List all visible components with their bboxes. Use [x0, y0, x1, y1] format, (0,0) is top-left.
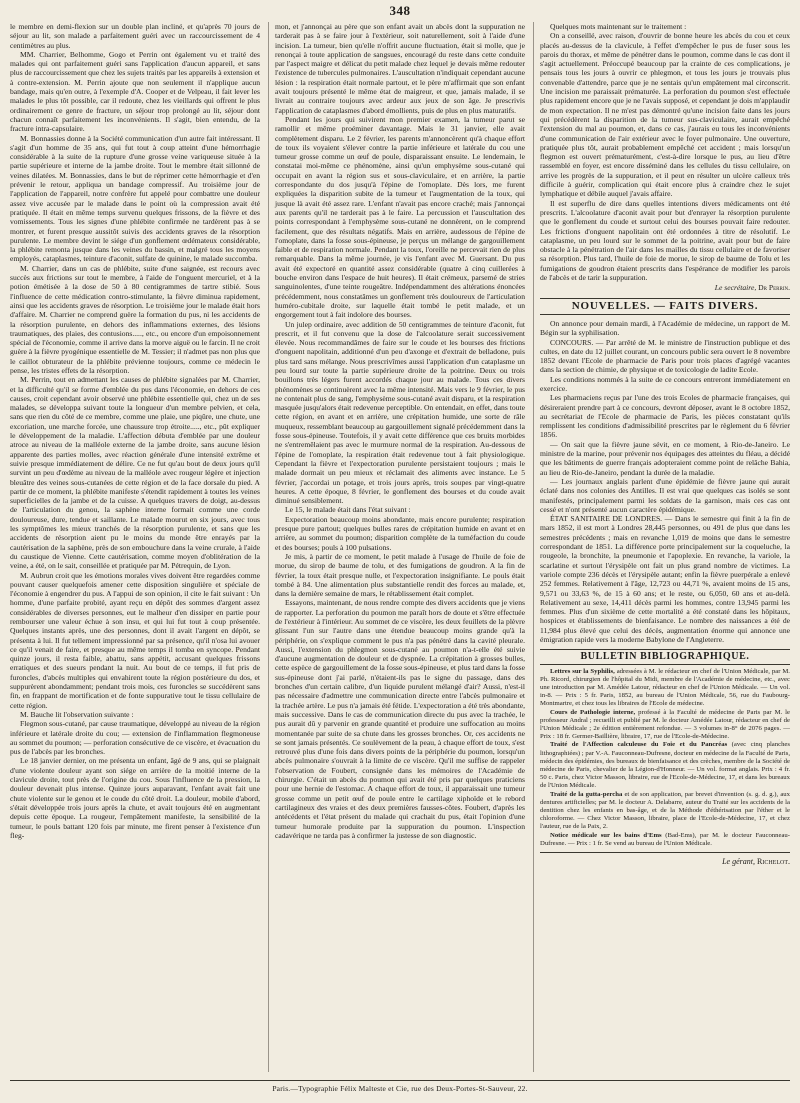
printer-imprint: Paris.—Typographie Félix Malteste et Cie, rue des Deux-Portes-St-Sauveur, 22.: [10, 1080, 790, 1093]
paragraph: Essayons, maintenant, de nous rendre compte des divers accidents que je viens de rapporter. La perforation du poumon me paraît hors de doute et s'être effectuée de l'extérieur à l'intérieur. Au sommet de ce viscère, les deux feuillets de la plèvre glissant l'un sur l'autre dans une étendue beaucoup moins grande qu'à la périphérie, on s'explique comment le pus n'a pas pénétré dans la cavité pleurale. Aussi, l'extension du phlegmon sous-cutané au poumon n'a-t-elle été suivie d'aucune augmentation de douleur et de dyspnée. La crépitation à grosses bulles, cette espèce de gargouillement de la fosse sous-épineuse, et plus tard dans la fosse sus-épineuse dont j'ai parlé, n'étaient-ils pas le signe du passage, dans des bronches d'un certain calibre, d'un liquide purulent mélangé d'air? Aussi, n'est-il pas nécessaire d'admettre une communication directe entre l'abcès pulmonaire et la trachée artère. Le pus n'a jamais été fétide. L'expectoration a été très abondante, mais successive. Dans le cas de communication directe du pus avec la trachée, le pus aurait dû y parvenir en grande quantité et produire une suffocation au moins momentanée par suite de sa chute dans les grosses bronches. Or, ces accidents ne se sont jamais présentés. Ce soulèvement de la peau, à chaque effort de toux, s'est retrouvé plus d'une fois dans divers points de la périphérie du poumon, lorsqu'un abcès pulmonaire s'ouvrait à la limite de ce viscère. Qu'il me suffise de rappeler l'observation de Foubert, consignée dans les mémoires de l'Académie de chirurgie. C'était un abcès du poumon qui avait été pris par quelques praticiens pour une hernie de l'estomac. A chaque effort de toux, il apparaissait une tumeur grosse comme un petit œuf de poule entre le cartilage xiphoïde et le rebord cartilagineux des vraies et des deux premières fausses-côtes. Foubert, d'après les antécédents et l'état présent du malade qui crachait du pus, était l'opinion d'une tumeur humorale produite par la suppuration du poumon. L'inspection cadavérique ne tarda pas à confirmer la justesse de son diagnostic.: [275, 598, 525, 840]
paragraph: Quelques mots maintenant sur le traitement :: [550, 22, 687, 31]
paragraph: Un julep ordinaire, avec addition de 50 centigrammes de teinture d'aconit, fut prescrit, et il fut convenu que la dose de l'alcoolature serait successivement élevée. Nous recommandâmes de faire sur le coude et les bourses des frictions d'onguent napolitain, additionné d'un peu d'axonge et d'extrait de belladone, puis plus tard sans mélange. Nous prescrivîmes aussi l'application d'un cataplasme un peu lourd sur toute la partie supérieure droite de la poitrine. Deux ou trois bouillons très légers furent accordés chaque jour au malade. Tous ces divers phénomènes se continuèrent avec la même intensité. Mais vers le 9 février, le pus ne contenait plus de sang, l'emphysème sous-cutané avait disparu, et la respiration masquée jusqu'alors était redevenue perceptible. On entendait, en effet, dans toute cette région, en avant et en arrière, une crépitation humide, une sorte de râle muqueux, ressemblant beaucoup au gargouillement signalé précédemment dans la fosse sous-épineuse. Toutefois, il y avait cette différence que ces bruits morbides ne s'entremêlaient pas avec le murmure normal de la respiration. Au-dessous de l'épine de l'omoplate, la respiration était redevenue tout à fait physiologique. Cependant la fièvre et l'expectoration purulente persistaient toujours ; mais le malade dormait un peu mieux et réclamait des aliments avec instance. Le 5 février, j'accordai un potage, et trois jours après, trois soupes par vingt-quatre heures. A cette époque, 8 février, le gonflement des bourses et du coude avait diminué sensiblement.: [275, 319, 525, 506]
paragraph: On annonce pour demain mardi, à l'Académie de médecine, un rapport de M. Bégin sur la syphilisation.: [540, 318, 790, 338]
bulletin-entry-title: Traité de la gutta-percha: [550, 790, 623, 798]
paragraph: Le 15, le malade était dans l'état suivant :: [285, 505, 411, 515]
bulletin-entry: [540, 741, 790, 790]
paragraph: ÉTAT SANITAIRE DE LONDRES. — Dans le semestre qui finit à la fin de mars 1852, il est mort à Londres 28,445 personnes, ou 491 de plus que dans les semestres précédents ; mais en revanche 1,019 de moins que dans le semestre correspondant de 1851. La différence porte principalement sur la coqueluche, la rougeole, la bronchite, la pneumonie et l'apoplexie. En revanche, la variole, la scarlatine et surtout l'érysipèle ont fait un plus grand nombre de victimes. La variole compte 236 décès et l'érysipèle autant; enfin la fièvre puerpérale a enlevé 252 femmes. Relativement à l'âge, 12,723 ou 44,71 %, avaient moins de 15 ans, 9,571 ou 33,63 %, de 15 à 60 ans; et le reste, ou 6,050, 60 ans et au-delà. Relativement au sexe, 14,411 décès parmi les hommes, contre 13,945 parmi les femmes. Plus d'un sixième de cette mortalité a été constaté dans les hôpitaux, hospices et établissements de bienfaisance. Le nombre des naissances a été de 11,984 plus élevé que celui des décès, augmentation énorme qui annonce une émigration rapide vers la moderne Babylone de l'Angleterre.: [540, 514, 790, 644]
paragraph: Flegmon sous-cutané, par cause traumatique, développé au niveau de la région inférieure et latérale droite du cou; — extension de l'inflammation flegmoneuse au sommet du poumon; — perforation consécutive de ce viscère, et évacuation du pus de l'abcès par les bronches.: [10, 719, 260, 757]
paragraph: mon, et j'annonçai au père que son enfant avait un abcès dont la suppuration ne tarderait pas à se faire jour à l'extérieur, soit naturellement, soit à l'aide d'une incision. La tumeur, bien qu'elle n'offrit aucune fluctuation, était si molle, que je renonçai à toute application de sangsues, encouragé du reste dans cette conduite par l'aspect maigre et délicat du petit malade chez lequel je devais même redouter l'existence de tubercules pulmonaires. L'auscultation n'indiquait cependant aucune lésion : la respiration était normale partout, et le père m'affirmait que son enfant avait toujours présenté le même état de maigreur, et que, jamais malade, il se livrait au contraire toujours avec ardeur aux jeux de son âge. Je prescrivis l'application de cataplasmes d'abord émollients, puis de plus en plus maturatifs.: [275, 22, 525, 115]
paragraph: — On sait que la fièvre jaune sévit, en ce moment, à Rio-de-Janeiro. Le ministre de la marine, pour prévenir nos équipages des atteintes du fléau, a décidé que les bâtiments de guerre français adopteraient comme point de relâche Bahia, au lieu de Rio-de-Janeiro, pendant la durée de la maladie.: [540, 439, 790, 477]
page-number: 348: [389, 3, 411, 18]
divider: [540, 852, 790, 853]
paragraph: Les conditions nommés à la suite de ce concours entreront immédiatement en exercice.: [540, 374, 790, 393]
bulletin-entry: [540, 668, 790, 709]
bulletin-entry-text: professé à la Faculté de médecine de Paris par M. le professeur Andral ; recueilli et publié par M. le docteur Amédée Latour, rédacteur en chef de l'Union Médicale ; 2e édition entièrement refondue. — 3 volumes in-8° de 2076 pages. — Prix : 18 fr. Germer-Baillière, libraire, 17, rue de l'Ecole-de-Médecine.: [540, 708, 790, 741]
bulletin-entry-text: (Bad-Ems), par M. le docteur Fauconneau-Dufresne. — Prix : 1 fr. Se vend au bureau de l'Union Médicale.: [540, 831, 790, 847]
bulletin-entry: [540, 791, 790, 832]
paragraph: M. Charrier, dans un cas de phlébite, suite d'une saignée, est recours avec succès aux frictions sur tout le membre, à l'aide de l'onguent mercuriel, et à la potion émétisée à la dose de 50 à 80 centigrammes de tartre stibié. Sous l'influence de cette médication contro-stimulante, la fièvre diminua rapidement, ainsi que les accidents graves de résorption. Le troisième jour le malade était hors d'affaire. M. Charrier ne comprend guère la formation du pus, ni les accidents de la résorption purulente, en dehors des inflammations externes, des lésions traumatiques, des plaies, des contusions....., etc., ou encore d'un empoisonnement spécial de l'économie, comme il arrive dans la morve aiguë ou le farcin. Il ne croit guère à la fièvre pyogénique essentielle de M. Tessier; il n'admet pas non plus que le caillot obturateur de la phlébite prévienne toujours, comme ce médecin le pense, les tristes effets de la résorption.: [10, 263, 260, 375]
bulletin-entry-title: Cours de Pathologie interne,: [550, 708, 636, 716]
paragraph: Pendant les jours qui suivirent mon premier examen, la tumeur parut se ramollir et même proéminer davantage. Mais le 31 janvier, elle avait complètement disparu. Le 2 février, les parents m'annoncèrent qu'à chaque effort de toux ils voyaient s'élever contre la partie inférieure et latérale du cou une tumeur grosse comme un œuf de poule, disparaissant ensuite. Le lendemain, le constatai moi-même ce phénomène, ainsi qu'un emphysème sous-cutané qui occupait en avant la région sus et sous-claviculaire, et en arrière, la partie correspondante du dos jusqu'à l'épine de l'omoplate. Dès lors, me furent expliquées la disparition subite de la tumeur et l'augmentation de la toux, qui jusque là avait été assez rare. L'enfant n'avait pas encore craché; mais j'annonçai aux parents qu'il ne tarderait pas à le faire. La percussion et l'auscultation des points correspondant à l'emphysème sous-cutané ne donnèrent, on le comprend facilement, que des résultats négatifs. Mais en arrière, audessous de l'épine de l'omoplate, dans la fosse sous-épineuse, je perçus un mélange de gargouillement faible et de respiration normale. Pendant la toux, l'oreille ne percevait rien de plus remarquable. Dans la même journée, je vis l'enfant avec M. Guersant. Du pus avait été expectoré en quantité assez considérable (quatre à cinq cuillerées à bouche environ dans l'espace de huit heures). Il était crémeux, parsemé de stries sanguinolentes, d'une teinte rougeâtre. Indépendamment des altérations énoncées précédemment, nous constatâmes un gonflement très douloureux de l'articulation huméro-cubitale droite, sur laquelle était tombé le petit malade, et un engorgement tout à fait indolore des bourses.: [275, 114, 525, 320]
text-columns: [10, 22, 790, 1072]
bulletin-entry-title: Lettres sur la Syphilis,: [550, 667, 615, 675]
paragraph: le membre en demi-flexion sur un double plan incliné, et qu'après 70 jours de séjour au lit, son malade a parfaitement guéri avec un raccourcissement de 4 centimètres au plus.: [10, 22, 260, 50]
left-column: [10, 22, 260, 1072]
paragraph: Il est superflu de dire dans quelles intentions divers médicaments ont été prescrits. L'alcoolature d'aconit avait pour but d'enrayer la résorption purulente que le gonflement du coude et surtout celui des bourses pouvait faire redouter. Les frictions d'onguent napolitain ont été ordonnées à titre de résolutif. Le cataplasme, un peu lourd sur le sommet de la poitrine, avait pour but de faire obstacle à la pénétration de l'air dans les mailles du tissu cellulaire et de favoriser sa résorption. Plus tard, l'huile de foie de morue, le sirop de baume de Tolu et les fumigations de goudron étaient prescrits dans l'espérance de modifier les parois de l'abcès et de tarir la suppuration.: [540, 198, 790, 283]
secretary-signature: Le secrétaire, Dr Perrin.: [714, 283, 790, 293]
paragraph: Je mis, à partir de ce moment, le petit malade à l'usage de l'huile de foie de morue, du sirop de baume de tolu, et des fumigations de goudron. A la fin de février, la toux était presque nulle, et l'expectoration insignifiante. Le pouls était tombé à 84. Une alimentation plus substantielle rendit des forces au malade, et, dans la dernière semaine de mars, le rétablissement était complet.: [275, 551, 525, 599]
paragraph: M. Bauche lit l'observation suivante :: [20, 709, 134, 719]
paragraph: M. Aubrun croit que les émotions morales vives doivent être regardées comme pouvant causer quelquefois amener cette disposition singulière et spéciale de l'économie à engendrer du pus. A l'appui de son opinion, il cite le fait suivant : Un homme, d'une parfaite probité, ayant reçu en dépôt des sommes d'argent assez considérables de diverses personnes, eut le malheur d'en dissiper en partie pour rembourser une valeur échue à son insu, et qui lui fut tout à coup présentée. Quelques instants après, une des personnes, dont il avait l'argent en dépôt, se présenta à lui. Il fut tellement impressionné par sa présence, qu'il n'osa lui avouer ce qu'il venait de faire, et presque au même temps il tomba en syncope. Pendant quinze jours, il resta faible, abattu, sans appétit, accusant quelques frissons erratiques et des sueurs pendant la nuit. Au bout de ce temps, il fut pris de furoncles, d'abcès multiples qui envahirent toute la région postérieure du dos, et suppurèrent abondamment; pendant trois mois, ces furoncles se succédèrent sans fin, en frappant de mortification et de fonte suppurative tout le tissu cellulaire de cette région.: [10, 570, 260, 710]
paragraph: CONCOURS. — Par arrêté de M. le ministre de l'instruction publique et des cultes, en date du 12 juillet courant, un concours public sera ouvert le 8 novembre 1852 devant l'Ecole de pharmacie de Paris pour trois places d'agrégé vacantes dans la section de chimie, de physique et de toxicologie de ladite Ecole.: [540, 337, 790, 375]
bulletin-entry: [540, 709, 790, 742]
paragraph: Expectoration beaucoup moins abondante, mais encore purulente; respiration presque pure partout; quelques bulles rares de crépitation humide en avant et en arrière, au sommet du poumon; disparition complète de la tuméfaction du coude et des bourses; pouls à 100 pulsations.: [275, 514, 525, 552]
paragraph: Les pharmaciens reçus par l'une des trois Ecoles de pharmacie françaises, qui désireraient prendre part à ce concours, devront déposer, avant le 8 octobre 1852, au secrétariat de l'Ecole de pharmacie de Paris, les pièces constatant qu'ils remplissent les conditions d'admissibilité prescrites par le règlement du 6 février 1856.: [540, 393, 790, 440]
secretary-name: Dr Perrin.: [758, 283, 790, 293]
paragraph: Le 18 janvier dernier, on me présenta un enfant, âgé de 9 ans, qui se plaignait d'une violente douleur ayant son siége en arrière de la moitié interne de la clavicule droite, tout près de l'origine du cou. Sous l'influence de la pression, la douleur devenait plus intense. Quinze jours auparavant, l'enfant avait fait une chute violente sur le genou et le coude du côté droit. La douleur, mobile d'abord, s'était développée trois jours après la chute, et avait toujours été en augmentant depuis cette époque. La rougeur, l'empâtement manifeste, la sensibilité de la tumeur, le pouls battant 120 fois par minute, me firent penser à l'existence d'un fleg-: [10, 756, 260, 840]
bulletin-entry-title: Notice médicale sur les bains d'Ems: [550, 831, 662, 839]
news-heading: NOUVELLES. — FAITS DIVERS.: [540, 298, 790, 315]
news-section: [540, 319, 790, 644]
bulletin-entry-text: (avec cinq planches lithographiées) ; par V.-A. Fauconneau-Dufresne, docteur en médecine de la Faculté de Paris, médecin des épidémies, des bureaux de bienfaisance et des crèches, membre de la Société de médecine de Paris, chevalier de la Légion-d'Honneur. — Un vol. format anglais. Prix : 4 fr. 50 c. Paris, chez Victor Masson, libraire, rue de l'Ecole-de-Médecine, 17, et dans les bureaux de l'Union Médicale.: [540, 741, 790, 790]
bulletin-entry-text: adressées à M. le rédacteur en chef de l'Union Médicale, par M. Ph. Ricord, chirurgien de l'hôpital du Midi, membre de l'Académie de médecine, etc., avec une introduction par M. Amédée Latour, rédacteur en chef de l'Union Médicale. — Un vol. in-8. — Prix : 5 fr. Paris, 1852, au bureau de l'Union Médicale, 56, rue du Faubourg-Montmartre, et chez tous les libraires de l'Ecole de médecine.: [540, 667, 790, 708]
paragraph: MM. Charrier, Belhomme, Gogo et Perrin ont également vu et traité des malades qui ont parfaitement guéri sans l'application d'aucun appareil, et sans plus de raccourcissement que chez les sujets traités par les appareils à extension et à contre-extension. M. Perrin ajoute que non seulement il n'applique aucun bandage, mais qu'en outre, à l'exemple d'A. Cooper et de Velpeau, il fait lever les malades le plus tôt possible, car il redoute, chez les vieillards qui offrent le plus ordinairement ce genre de fracture, un séjour trop prolongé au lit, séjour dont chacun connaît parfaitement les inconvénients. Il s'agit, bien entendu, de la fracture intra-capsulaire.: [10, 49, 260, 134]
bulletin-entry-text: et de son application, par brevet d'invention (s. g. d. g.), aux dentures artificielles; par M. le docteur A. Delabarre, auteur du Traité sur les accidents de la dentition chez les enfants en bas-âge, et de la Méthode d'éthérisation par l'éther et le chloroforme. — Chez Victor Masson, libraire, place de l'Ecole-de-Médecine, 17, et chez l'auteur, rue de la Paix, 2.: [540, 790, 790, 831]
bulletin-heading: BULLETIN BIBLIOGRAPHIQUE.: [540, 649, 790, 664]
paragraph: M. Bonnassies donne à la Société communication d'un autre fait intéressant. Il s'agit d'un homme de 35 ans, qui fut tout à coup atteint d'une hémorrhagie considérable à la suite de la rupture d'une grosse veine variqueuse située à la partie supérieure et interne de la jambe droite. Tout le membre était sillonné de veines dilatées. M. Bonnassies, dans le but de réprimer cette hémorrhagie et d'en prévenir le retour, appliqua un bandage compressif. Au troisième jour de l'application de l'appareil, notre confrère fut appelé pour combattre une douleur assez vive accusée par le malade dans le point où la compression avait été pratiquée. Il était en même temps survenu quelques frissons, de la fièvre et des vomissements. Tous les signes d'une phlébite confirmée ne tardèrent pas à se montrer, et furent presque aussitôt suivis des accidents graves de la résorption purulente. Le membre devint le siége d'un gonflement œdémateux considérable, la phlébite remonta jusque dans les veines du bassin, et malgré tous les moyens employés, cataplasmes, teinture d'aconit, sulfate de quinine, le malade succomba.: [10, 133, 260, 264]
gerant-name: Richelot.: [757, 857, 790, 867]
bulletin-section: [540, 668, 790, 848]
middle-column: [268, 22, 525, 1072]
paragraph: M. Perrin, tout en admettant les causes de phlébite signalées par M. Charrier, et la difficulté qu'il se forme d'emblée du pus dans l'économie, en dehors de ces causes, croit cependant avoir observé une phlébite essentielle qui, chez un de ses malades, se développa suivant toute la longueur d'un membre pelvien, et cela, sans que rien du côté de ce membre, comme une plaie, une piqûre, une chute, une excoriation, une marche forcée, une chaussure trop étroite....., etc., pût expliquer le développement de la maladie. L'affection débuta d'emblée par une douleur atroce au niveau de la malléole externe de la jambe droite, sans aucune lésion apparente des parties molles, avec réaction générale d'une intensité extrême et suivie presque immédiatement de délire. Ce ne fut qu'au bout de deux jours qu'il survint un peu d'œdème au niveau de la malléole avec rougeur légère et injection bleuâtre des veines sous-cutanées de cette région et de la face dorsale du pied. A partir de ce moment, la phlébite manifeste s'étendit rapidement à toutes les veines superficielles de la jambe et de la cuisse. A quelques travers de doigt, au-dessus de l'articulation du genou, la saphène interne formait comme une corde douloureuse, dure, tendue et saillante. Le malade mourut en six jours, avec tous les symptômes les mieux tranchés de la résorption purulente, et sans que les accidents de résorption aient pu le moins du monde être enrayés par la cautérisation de la saphène, près de son embouchure dans la veine crurale, à l'aide du caustique de Vienne. Cette cautérisation, comme moyen d'oblitération de la veine, a été, on le sait, conseillée et pratiquée par M. Pétrequin, de Lyon.: [10, 375, 260, 571]
paragraph: — Les journaux anglais parlent d'une épidémie de fièvre jaune qui aurait éclaté dans nos colonies des Antilles. Il est vrai que quelques cas isolés se sont manifestés, principalement parmi les soldats de la garnison, mais ces cas ont cessé et n'ont présenté aucun caractère épidémique.: [540, 476, 790, 514]
paragraph: On a conseillé, avec raison, d'ouvrir de bonne heure les abcès du cou et ceux placés au-dessus de la clavicule, à l'effet d'empêcher le pus de fuser sous les parois du thorax, et même de pénétrer dans le poumon, comme dans le cas dont il s'agit actuellement. Préoccupé beaucoup par la crainte de ces complications, je pensais tous les jours à ouvrir ce phlegmon, et tous les jours je trouvais plus convenable d'attendre, parce que je ne sentais qu'un empâtement mal circonscrit. Une incision me paraissait prématurée. La perforation du poumon s'est effectuée plus rapidement encore que je ne l'avais supposé, et cependant je dois m'applaudir de mon expectation. Il ne m'est pas démontré qu'une incision faite dans les jours qui précédèrent la disparition de la tumeur sus-claviculaire, aurait empêché l'extension du mal au poumon, et, dans ce cas, j'aurais eu tous les inconvénients d'une communication de l'air extérieur avec le foyer pulmonaire. Une ouverture, pratiquée plus tôt, aurait probablement empêché cet accident ; mais lorsqu'un flegmon est ouvert prématurément, c'est-à-dire lorsque le pus, au lieu d'être rassemblé en foyer, est encore disséminé dans les cellules du tissu cellulaire, on arrive les progrès de la suppuration, et il peut en résulter un ulcère calleux très difficile à guérir, complication qui était encore plus à craindre chez le sujet lymphatique et débile auquel j'avais affaire.: [540, 31, 790, 199]
bulletin-entry: [540, 832, 790, 848]
treatment-section: [540, 22, 790, 282]
gerant-signature: Le gérant, Richelot.: [722, 857, 790, 867]
bulletin-entry-title: Traité de l'Affection calculeuse du Foie et du Pancréas: [550, 741, 728, 749]
right-column: [533, 22, 790, 1072]
